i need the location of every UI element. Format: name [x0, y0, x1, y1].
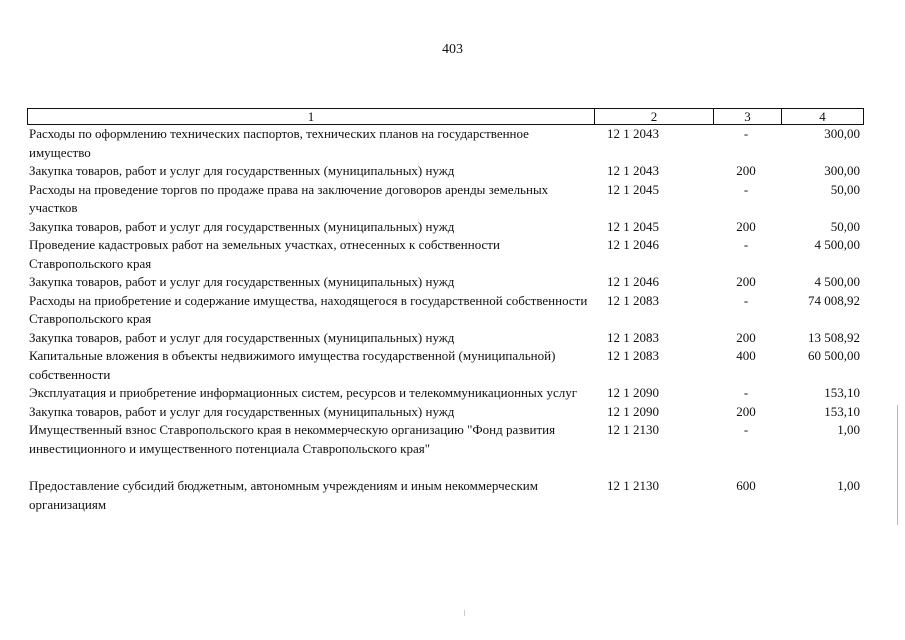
row-amount: 300,00: [824, 163, 860, 178]
row-amount: 153,10: [824, 385, 860, 400]
table-row: [27, 125, 864, 162]
row-amount: 153,10: [824, 403, 860, 419]
row-name: Расходы на приобретение и содержание имущества, находящегося в государственной собственности Ставропольского края: [29, 292, 588, 326]
row-code: 12 1 2045: [607, 181, 659, 197]
table-row: [27, 329, 864, 348]
header-col-2: 2: [594, 109, 713, 124]
row-amount: 4 500,00: [814, 237, 860, 252]
table-row: [27, 347, 864, 384]
row-amount: 60 500,00: [808, 348, 860, 363]
row-name: Закупка товаров, работ и услуг для государственных (муниципальных) нужд: [29, 403, 455, 419]
row-type: -: [743, 181, 749, 197]
row-type: -: [743, 385, 749, 400]
header-col-3: 3: [713, 109, 781, 124]
row-name: Закупка товаров, работ и услуг для государственных (муниципальных) нужд: [29, 218, 455, 234]
row-type: -: [743, 126, 749, 141]
row-code: 12 1 2043: [607, 163, 659, 178]
budget-table: [27, 108, 864, 514]
row-code: 12 1 2046: [607, 237, 659, 252]
header-col-4: 4: [781, 109, 863, 124]
row-type: -: [743, 422, 749, 437]
row-type: -: [743, 237, 749, 252]
table-row: [27, 384, 864, 403]
row-name: Закупка товаров, работ и услуг для государственных (муниципальных) нужд: [29, 329, 455, 345]
row-name: Эксплуатация и приобретение информационных систем, ресурсов и телекоммуникационных услуг: [29, 385, 578, 400]
row-amount: 13 508,92: [808, 329, 860, 345]
row-type: 400: [736, 348, 756, 363]
row-code: 12 1 2046: [607, 274, 659, 289]
table-row: [27, 236, 864, 273]
row-code: 12 1 2083: [607, 329, 659, 345]
row-code: 12 1 2043: [607, 126, 659, 141]
row-type: 200: [736, 218, 756, 234]
row-type: 200: [736, 329, 756, 345]
row-amount: 74 008,92: [808, 292, 860, 308]
scan-margin-line: [897, 405, 898, 525]
row-name: Закупка товаров, работ и услуг для государственных (муниципальных) нужд: [29, 274, 455, 289]
row-name: Расходы по оформлению технических паспортов, технических планов на государственное имущество: [29, 126, 529, 160]
row-type: 200: [736, 403, 756, 419]
row-type: 600: [736, 478, 756, 493]
table-row: [27, 181, 864, 218]
row-name: Расходы на проведение торгов по продаже права на заключение договоров аренды земельных участков: [29, 181, 549, 215]
row-code: 12 1 2090: [607, 385, 659, 400]
row-name: Предоставление субсидий бюджетным, автономным учреждениям и иным некоммерческим организациям: [29, 478, 538, 512]
row-amount: 300,00: [824, 126, 860, 141]
row-type: 200: [736, 163, 756, 178]
row-type: -: [743, 292, 749, 308]
header-col-1: 1: [307, 109, 315, 124]
row-code: 12 1 2130: [607, 422, 659, 437]
scan-artifact: [464, 610, 465, 616]
row-amount: 50,00: [830, 218, 860, 234]
table-row: [27, 292, 864, 329]
table-row: [27, 421, 864, 458]
row-amount: 1,00: [837, 422, 860, 437]
table-row: [27, 403, 864, 422]
row-code: 12 1 2083: [607, 348, 659, 363]
row-code: 12 1 2045: [607, 218, 659, 234]
row-name: Закупка товаров, работ и услуг для государственных (муниципальных) нужд: [29, 163, 455, 178]
row-amount: 1,00: [837, 478, 860, 493]
table-row: [27, 162, 864, 181]
row-amount: 4 500,00: [814, 274, 860, 289]
row-type: 200: [736, 274, 756, 289]
row-code: 12 1 2083: [607, 292, 659, 308]
row-code: 12 1 2130: [607, 478, 659, 493]
row-name: Капитальные вложения в объекты недвижимого имущества государственной (муниципальной) собственности: [29, 348, 556, 382]
table-row: [27, 273, 864, 292]
row-code: 12 1 2090: [607, 403, 659, 419]
row-name: Проведение кадастровых работ на земельных участках, отнесенных к собственности Ставропольского края: [29, 237, 500, 271]
table-header: [27, 108, 864, 125]
table-row: [27, 218, 864, 237]
row-name: Имущественный взнос Ставропольского края в некоммерческую организацию "Фонд развития инвестиционного и имущественного потенциала Ставропольского края": [29, 422, 556, 456]
table-row: [27, 477, 864, 514]
page-number: 403: [442, 42, 463, 57]
row-amount: 50,00: [830, 181, 860, 197]
